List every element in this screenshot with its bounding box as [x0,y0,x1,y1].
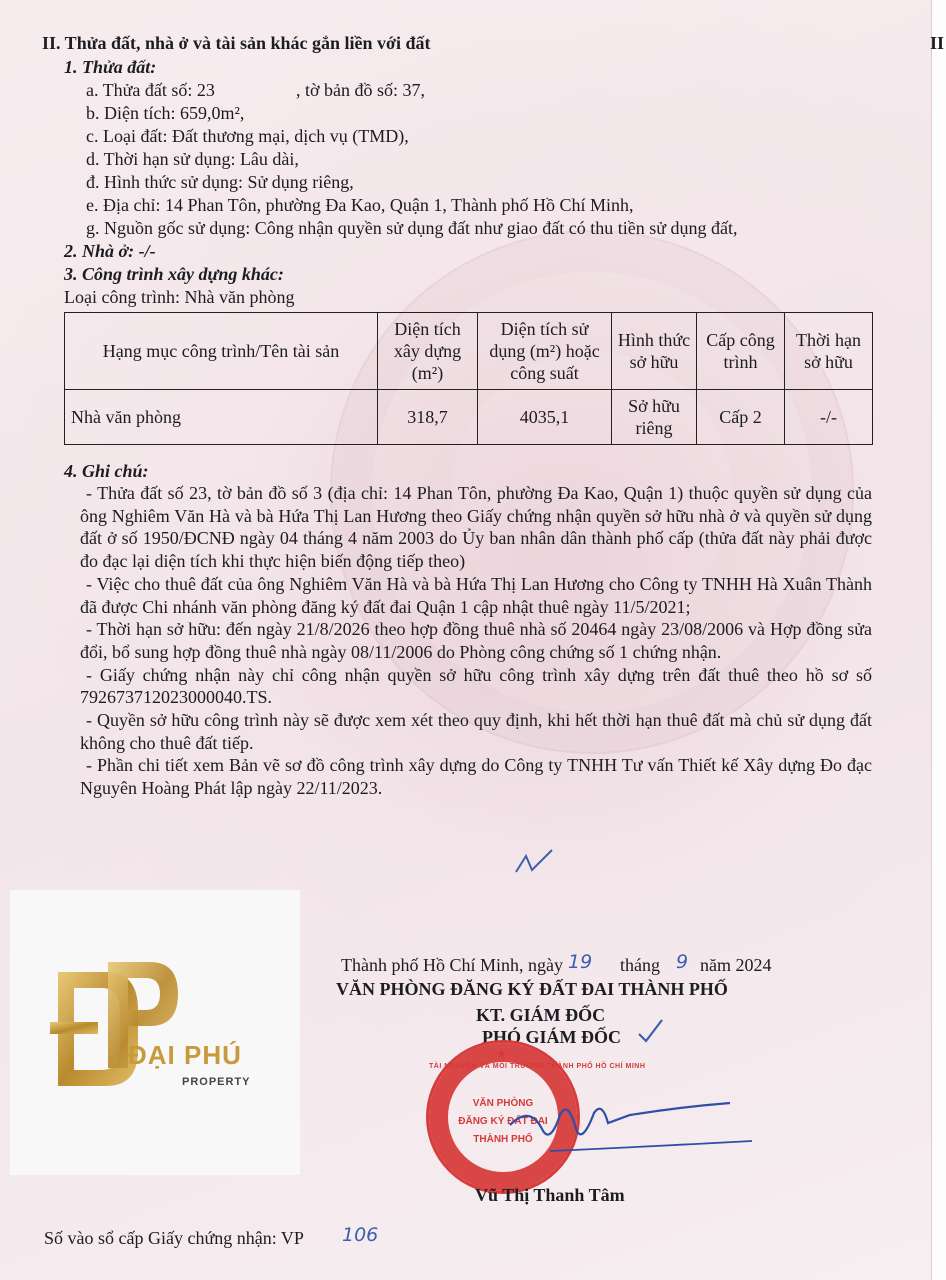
sign-date-prefix: Thành phố Hồ Chí Minh, ngày [341,955,563,975]
table-cell: -/- [785,390,873,445]
section-title: II. Thửa đất, nhà ở và tài sản khác gắn liền với đất [42,33,431,53]
land-heading: 1. Thửa đất: [64,57,157,77]
construction-table [64,312,873,445]
table-header-row [65,313,873,390]
dai-phu-logo-box [10,890,300,1175]
sign-day: 19 [568,951,593,973]
logo-sub: PROPERTY [182,1076,251,1088]
registry-label: Số vào sổ cấp Giấy chứng nhận: VP [44,1228,304,1248]
seal-line-3: THÀNH PHỐ [473,1134,533,1145]
table-header-cell: Hình thức sở hữu [612,313,697,390]
table-row [65,390,873,445]
seal-line-1: VĂN PHÒNG [472,1098,534,1109]
next-page-label: II [930,33,945,53]
land-parcel-number: a. Thửa đất số: 23 [86,80,215,100]
dai-phu-logo-icon [10,890,300,1175]
sign-year: năm 2024 [700,955,772,975]
notes-list [80,482,872,800]
pen-tick-mark [512,848,556,878]
land-use-term: d. Thời hạn sử dụng: Lâu dài, [86,149,299,169]
house-heading: 2. Nhà ở: -/- [64,241,156,261]
list-item: - Giấy chứng nhận này chỉ công nhận quyền sở hữu công trình xây dựng trên đất thuê theo hồ sơ số 792673712023000040.TS. [80,664,872,708]
other-construction-heading: 3. Công trình xây dựng khác: [64,264,284,284]
table-cell: 4035,1 [478,390,612,445]
sign-month: 9 [676,951,689,973]
logo-name: ĐẠI PHÚ [128,1040,242,1070]
table-header-cell: Hạng mục công trình/Tên tài sản [65,313,378,390]
next-page-edge [931,0,946,1280]
land-address: e. Địa chỉ: 14 Phan Tôn, phường Đa Kao, Quận 1, Thành phố Hồ Chí Minh, [86,195,634,215]
land-origin: g. Nguồn gốc sử dụng: Công nhận quyền sử dụng đất như giao đất có thu tiền sử dụng đất, [86,218,738,238]
registry-number: 106 [342,1224,379,1246]
signer-role-2: PHÓ GIÁM ĐỐC [482,1027,621,1047]
land-area: b. Diện tích: 659,0m², [86,103,245,123]
handwritten-signature [490,1085,760,1175]
list-item: - Phần chi tiết xem Bản vẽ sơ đồ công trình xây dựng do Công ty TNHH Tư vấn Thiết kế Xây dựng Đo đạc Nguyên Hoàng Phát lập ngày 22/11/2023. [80,755,872,799]
list-item: - Quyền sở hữu công trình này sẽ được xem xét theo quy định, khi hết thời hạn thuê đất mà chủ sử dụng đất không cho thuê đất tiếp. [80,710,872,753]
signer-role-1: KT. GIÁM ĐỐC [476,1005,606,1025]
table-header-cell: Diện tích xây dựng (m²) [378,313,478,390]
list-item: - Thời hạn sở hữu: đến ngày 21/8/2026 theo hợp đồng thuê nhà số 20464 ngày 23/08/2006 và Hợp đồng sửa đổi, bổ sung hợp đồng thuê nhà ngày 08/11/2006 do Phòng công chứng số 1 chứng nhận. [80,619,872,662]
table-cell: Sở hữu riêng [612,390,697,445]
issuing-office: VĂN PHÒNG ĐĂNG KÝ ĐẤT ĐAI THÀNH PHỐ [336,979,728,999]
seal-star-icon: ★ [497,1049,506,1060]
construction-type: Loại công trình: Nhà văn phòng [64,287,295,307]
sign-month-label: tháng [620,955,660,975]
list-item: - Thửa đất số 23, tờ bản đồ số 3 (địa chỉ: 14 Phan Tôn, phường Đa Kao, Quận 1) thuộc quyền sử dụng của ông Nghiêm Văn Hà và bà Hứa Thị Lan Hương theo Giấy chứng nhận quyền sở hữu nhà ở và quyền sử dụng đất ở số 1950/ĐCNĐ ngày 04 tháng 4 năm 2003 do Ủy ban nhân dân thành phố cấp (thửa đất này phải được đo đạc lại diện tích khi thực hiện biến động tiếp theo) [80,483,872,572]
table-header-cell: Thời hạn sở hữu [785,313,873,390]
table-header-cell: Diện tích sử dụng (m²) hoặc công suất [478,313,612,390]
signer-name: Vũ Thị Thanh Tâm [475,1185,625,1205]
notes-heading: 4. Ghi chú: [64,461,149,481]
table-cell: Cấp 2 [697,390,785,445]
seal-ring-text: TÀI NGUYÊN VÀ MÔI TRƯỜNG THÀNH PHỐ HỒ CHÍ MINH [429,1063,646,1070]
pen-check-mark [636,1018,664,1044]
seal-line-2: ĐĂNG KÝ ĐẤT ĐAI [458,1116,548,1127]
list-item: - Việc cho thuê đất của ông Nghiêm Văn Hà và bà Hứa Thị Lan Hương cho Công ty TNHH Hà Xuân Thành đã được Chi nhánh văn phòng đăng ký đất đai Quận 1 cập nhật thuê ngày 11/5/2021; [80,573,872,617]
table-cell: Nhà văn phòng [65,390,378,445]
table-cell: 318,7 [378,390,478,445]
land-map-sheet: , tờ bản đồ số: 37, [296,80,426,100]
table-header-cell: Cấp công trình [697,313,785,390]
land-type: c. Loại đất: Đất thương mại, dịch vụ (TMD), [86,126,409,146]
land-use-form: đ. Hình thức sử dụng: Sử dụng riêng, [86,172,354,192]
